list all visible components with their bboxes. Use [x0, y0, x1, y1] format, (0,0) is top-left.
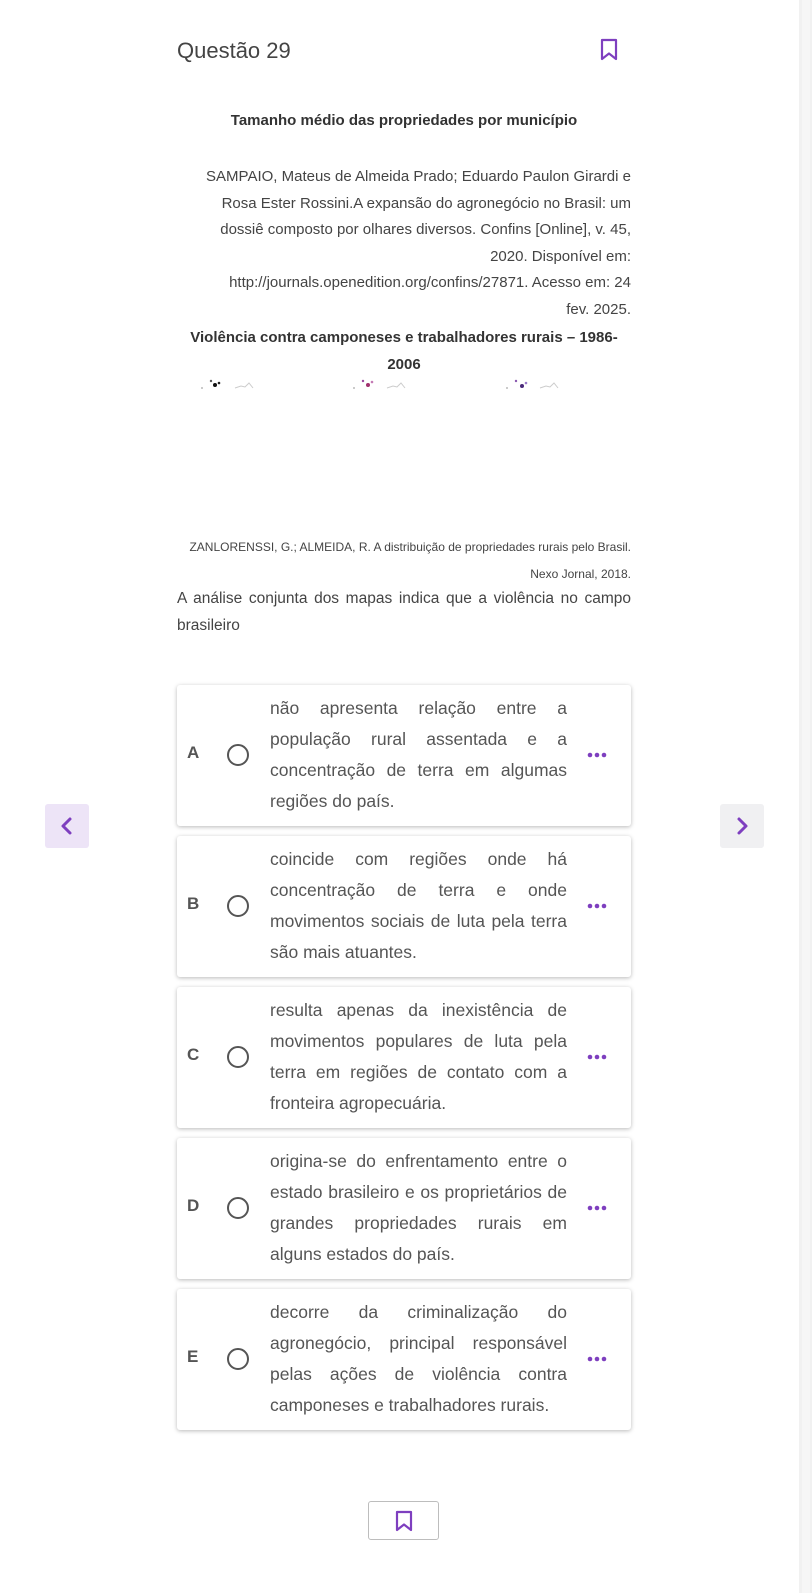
reference2-line: Nexo Jornal, 2018. [530, 567, 631, 581]
option-text[interactable]: decorre da criminalização do agronegócio, principal responsável pelas ações de violência contra camponeses e trabalhadores rurais. [270, 1302, 567, 1415]
bookmark-icon [599, 38, 619, 62]
scrollbar-thumb[interactable] [802, 0, 810, 1593]
more-horizontal-icon[interactable] [586, 749, 608, 761]
chevron-left-icon [57, 816, 77, 836]
map2-title-line: 2006 [387, 356, 421, 373]
map2-title [177, 324, 631, 378]
option-b[interactable] [177, 836, 631, 977]
option-a[interactable] [177, 685, 631, 826]
option-d[interactable] [177, 1138, 631, 1279]
option-text[interactable]: não apresenta relação entre a população rural assentada e a concentração de terra em algumas regiões do país. [270, 698, 567, 811]
reference1-line: http://journals.openedition.org/confins/27871. Acesso em: 24 [229, 274, 631, 291]
radio-button[interactable] [227, 744, 249, 766]
option-text[interactable]: origina-se do enfrentamento entre o estado brasileiro e os proprietários de grandes propriedades rurais em alguns estados do país. [270, 1151, 567, 1264]
map-thumbnail [502, 378, 562, 392]
bookmark-bottom-button[interactable] [368, 1501, 439, 1540]
reference1-line: Rosa Ester Rossini.A expansão do agronegócio no Brasil: um [221, 194, 631, 212]
reference1-line: dossiê composto por olhares diversos. Confins [Online], v. 45, [220, 221, 631, 238]
radio-button[interactable] [227, 1046, 249, 1068]
more-horizontal-icon[interactable] [586, 1353, 608, 1365]
bookmark-icon [394, 1510, 414, 1532]
more-horizontal-icon[interactable] [586, 1051, 608, 1063]
option-e[interactable] [177, 1289, 631, 1430]
map-thumbnail [349, 378, 409, 392]
previous-question-button[interactable] [45, 804, 89, 848]
map-thumbnail [197, 378, 257, 392]
map2-title-line: Violência contra camponeses e trabalhadores rurais – 1986- [190, 329, 618, 346]
option-letter: C [187, 1045, 200, 1064]
question-title: Questão 29 [177, 38, 291, 63]
radio-button[interactable] [227, 1348, 249, 1370]
chevron-right-icon [732, 816, 752, 836]
question-header [177, 38, 631, 70]
option-letter: A [187, 743, 200, 762]
reference2-line: ZANLORENSSI, G.; ALMEIDA, R. A distribuição de propriedades rurais pelo Brasil. [189, 540, 631, 554]
more-horizontal-icon[interactable] [586, 900, 608, 912]
option-text[interactable]: coincide com regiões onde há concentração de terra e onde movimentos sociais de luta pela terra são mais atuantes. [270, 849, 567, 962]
map1-title: Tamanho médio das propriedades por município [230, 112, 578, 129]
option-letter: D [187, 1196, 200, 1215]
next-question-button[interactable] [720, 804, 764, 848]
bookmark-button[interactable] [599, 38, 623, 64]
option-letter: E [187, 1347, 199, 1366]
option-letter: B [187, 894, 200, 913]
option-text[interactable]: resulta apenas da inexistência de movimentos populares de luta pela terra em regiões de contato com a fronteira agropecuária. [270, 1000, 567, 1113]
reference1-line: fev. 2025. [566, 300, 631, 318]
radio-button[interactable] [227, 895, 249, 917]
radio-button[interactable] [227, 1197, 249, 1219]
reference2 [177, 534, 631, 588]
question-stem: A análise conjunta dos mapas indica que a violência no campo brasileiro [177, 590, 631, 634]
option-c[interactable] [177, 987, 631, 1128]
reference1-line: 2020. Disponível em: [490, 247, 631, 265]
reference1 [201, 164, 631, 323]
maps-image-area [177, 378, 631, 528]
scrollbar-track[interactable] [799, 0, 812, 1593]
reference1-line: SAMPAIO, Mateus de Almeida Prado; Eduardo Paulon Girardi e [206, 168, 631, 185]
more-horizontal-icon[interactable] [586, 1202, 608, 1214]
